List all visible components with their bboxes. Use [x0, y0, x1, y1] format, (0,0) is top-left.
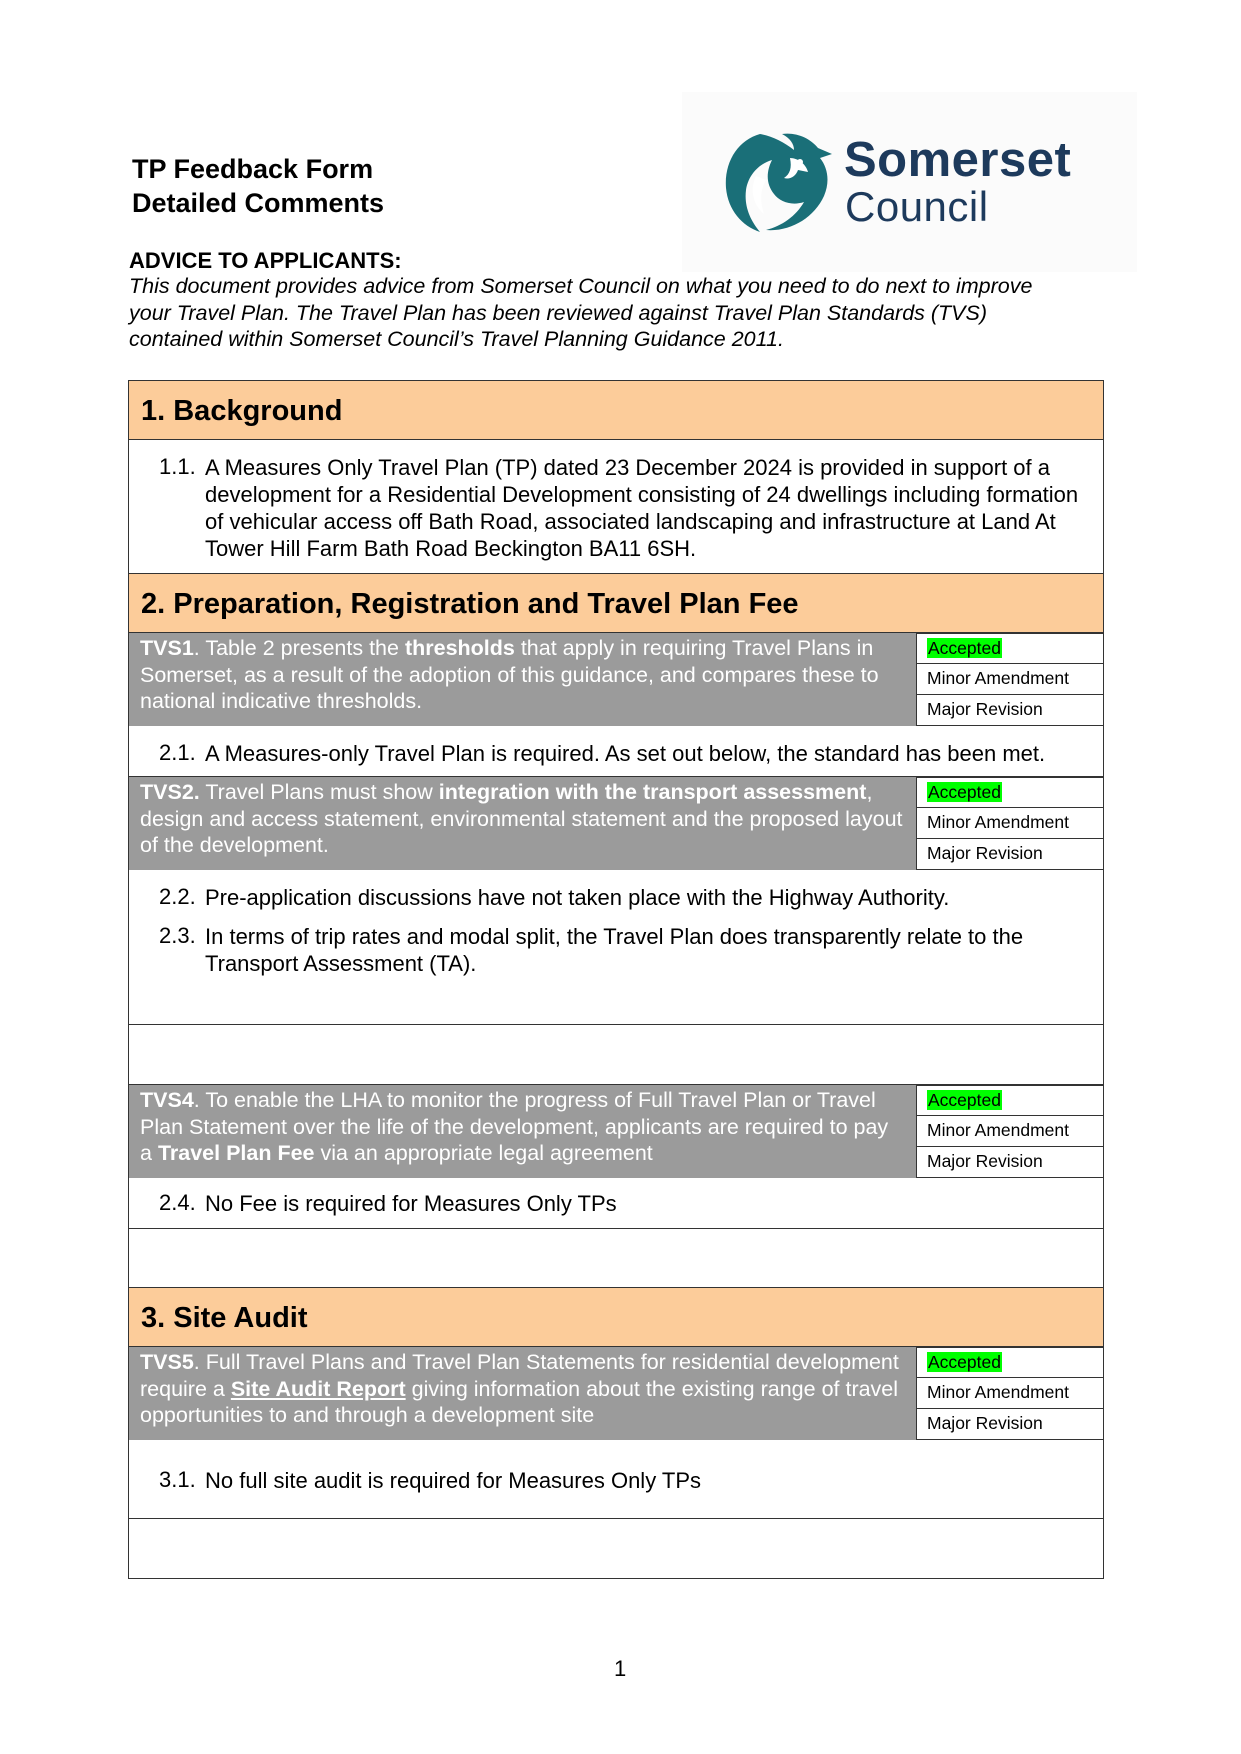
- tvs5-text-1: . Full Travel Plans and Travel Plan Statements for residential development require a: [140, 1350, 899, 1401]
- somerset-council-logo: [682, 92, 1137, 272]
- para-3-1: No full site audit is required for Measures Only TPs: [205, 1468, 702, 1493]
- section-1-title: 1. Background: [141, 395, 343, 427]
- accepted-label: Accepted: [928, 1090, 1001, 1110]
- tvs1-text-1: . Table 2 presents the: [193, 636, 405, 660]
- tvs5-option-major-revision[interactable]: Major Revision: [917, 1409, 1103, 1440]
- tvs1-option-major-revision[interactable]: Major Revision: [917, 695, 1103, 726]
- tvs2-standard: [129, 777, 916, 870]
- tvs2-bold: integration with the transport assessment: [438, 780, 867, 804]
- dragon-logo-icon: [720, 128, 835, 236]
- accepted-label: Accepted: [928, 1352, 1001, 1372]
- page-number: 1: [614, 1656, 627, 1681]
- para-3-1-number: 3.1.: [159, 1467, 196, 1492]
- tvs1-code: TVS1: [140, 636, 194, 660]
- form-title: [132, 152, 384, 220]
- tvs5-code: TVS5: [140, 1350, 194, 1374]
- para-1-1: A Measures Only Travel Plan (TP) dated 23 December 2024 is provided in support of a development for a Residential Development consisting of 24 dwellings including formation of vehicular access off Bath Road, associated landscaping and infrastructure at Land At Tower Hill Farm Bath Road Beckington BA11 6SH.: [205, 455, 1079, 561]
- tvs2-code: TVS2.: [140, 780, 200, 804]
- para-2-3-number: 2.3.: [159, 923, 196, 948]
- tvs4-rating-options: [916, 1085, 1103, 1178]
- accepted-label: Accepted: [928, 782, 1001, 802]
- para-2-4: No Fee is required for Measures Only TPs: [205, 1191, 617, 1216]
- tvs1-bold: thresholds: [404, 636, 515, 660]
- tvs4-text-1: . To enable the LHA to monitor the progress of Full Travel Plan or Travel Plan Statement over the life of the development, applicants are required to pay a: [140, 1088, 889, 1165]
- accepted-label: Accepted: [928, 638, 1001, 658]
- tvs1-standard: [129, 633, 916, 726]
- para-2-4-number: 2.4.: [159, 1190, 196, 1215]
- section-3-header: [129, 1287, 1103, 1347]
- section-1-header: [129, 380, 1103, 440]
- tvs5-text-2: giving information about the existing range of travel opportunities to and through a development site: [140, 1376, 899, 1427]
- tvs4-option-accepted[interactable]: [917, 1085, 1103, 1116]
- tvs4-bold: Travel Plan Fee: [157, 1141, 315, 1165]
- tvs2-option-minor-amendment[interactable]: Minor Amendment: [917, 808, 1103, 839]
- divider: [129, 1228, 1103, 1229]
- section-2-header: [129, 573, 1103, 633]
- tvs2-option-accepted[interactable]: [917, 777, 1103, 808]
- divider: [129, 1518, 1103, 1519]
- title-line-1: TP Feedback Form: [132, 154, 374, 184]
- para-2-1: A Measures-only Travel Plan is required. As set out below, the standard has been met.: [205, 741, 1046, 766]
- tvs5-option-accepted[interactable]: [917, 1347, 1103, 1378]
- tvs4-option-minor-amendment[interactable]: Minor Amendment: [917, 1116, 1103, 1147]
- para-1-1-number: 1.1.: [159, 454, 196, 479]
- tvs5-standard: [129, 1347, 916, 1440]
- advice-body: This document provides advice from Somerset Council on what you need to do next to improve your Travel Plan. The Travel Plan has been reviewed against Travel Plan Standards (TVS) contained within Somerset Council’s Travel Planning Guidance 2011.: [129, 274, 1033, 351]
- section-2-title: 2. Preparation, Registration and Travel Plan Fee: [141, 588, 799, 620]
- para-2-2: Pre-application discussions have not taken place with the Highway Authority.: [205, 885, 950, 910]
- tvs5-option-minor-amendment[interactable]: Minor Amendment: [917, 1378, 1103, 1409]
- tvs4-code: TVS4: [140, 1088, 194, 1112]
- tvs5-site-audit-report: Site Audit Report: [230, 1376, 406, 1401]
- tvs1-option-accepted[interactable]: [917, 633, 1103, 664]
- tvs4-text-2: via an appropriate legal agreement: [314, 1141, 653, 1165]
- tvs2-option-major-revision[interactable]: Major Revision: [917, 839, 1103, 870]
- tvs2-rating-options: [916, 777, 1103, 870]
- advice-heading: ADVICE TO APPLICANTS:: [129, 248, 402, 273]
- logo-text-council: Council: [845, 183, 989, 230]
- tvs4-option-major-revision[interactable]: Major Revision: [917, 1147, 1103, 1178]
- title-line-2: Detailed Comments: [132, 188, 385, 218]
- tvs1-rating-options: [916, 633, 1103, 726]
- tvs2-text-1: Travel Plans must show: [199, 780, 439, 804]
- tvs1-text-2: that apply in requiring Travel Plans in Somerset, as a result of the adoption of this guidance, and compares these to national indicative thresholds.: [140, 636, 879, 713]
- logo-text-somerset: Somerset: [844, 133, 1072, 187]
- tvs4-standard: [129, 1085, 916, 1178]
- tvs2-text-2: , design and access statement, environmental statement and the proposed layout of the development.: [140, 780, 903, 857]
- section-3-title: 3. Site Audit: [141, 1302, 308, 1334]
- para-2-3: In terms of trip rates and modal split, the Travel Plan does transparently relate to the Transport Assessment (TA).: [205, 924, 1024, 976]
- para-2-2-number: 2.2.: [159, 884, 196, 909]
- tvs5-rating-options: [916, 1347, 1103, 1440]
- tvs1-option-minor-amendment[interactable]: Minor Amendment: [917, 664, 1103, 695]
- para-2-1-number: 2.1.: [159, 740, 196, 765]
- divider: [129, 1024, 1103, 1025]
